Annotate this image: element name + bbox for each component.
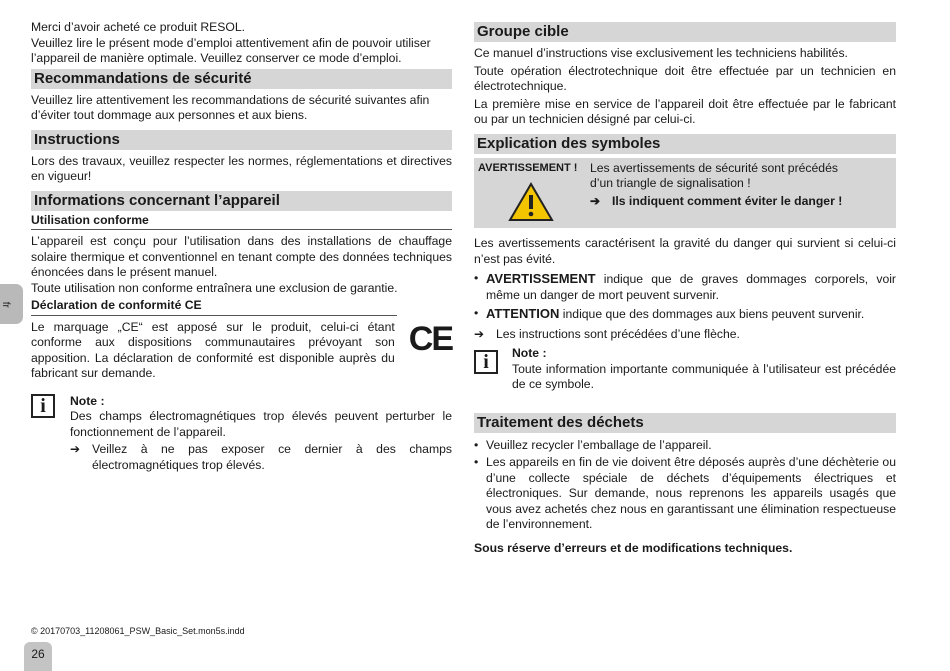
- note-box: [31, 394, 452, 474]
- safety-text: Veuillez lire attentivement les recommandations de sécurité suivantes afin d’éviter tout dommage aux personnes et aux biens.: [31, 92, 430, 122]
- arrow-icon: ➔: [70, 442, 81, 456]
- target-text-2: Toute opération électrotechnique doit être effectuée par un technicien en électrotechnique.: [474, 63, 896, 93]
- usage-text: L’appareil est conçu pour l’utilisation dans des installations de chauffage solaire thermique et conventionnel en tenant compte des données techniques énoncées dans le présent manuel.: [31, 234, 452, 279]
- waste-heading: Traitement des déchets: [474, 413, 896, 433]
- bullet-strong: ATTENTION: [486, 306, 560, 321]
- note-title: Note :: [70, 393, 105, 408]
- ce-subheading: Déclaration de conformité CE: [31, 298, 397, 316]
- bullet-text: indique que de graves dommages corporels, voir même un danger de mort peuvent survenir.: [486, 272, 896, 302]
- warning-box: [474, 158, 896, 229]
- usage-subheading: Utilisation conforme: [31, 213, 452, 231]
- language-tab-label: fr: [0, 301, 11, 308]
- warning-label: AVERTISSEMENT !: [478, 161, 578, 174]
- language-tab: [0, 284, 23, 324]
- warning-explanation: Les avertissements caractérisent la gravité du danger qui survient si celui-ci n’est pas évité.: [474, 236, 896, 266]
- instructions-text: Lors des travaux, veuillez respecter les normes, réglementations et directives en vigueur!: [31, 153, 452, 183]
- note-arrow-line: [70, 442, 452, 473]
- intro-line-1: Merci d’avoir acheté ce produit RESOL.: [31, 20, 246, 34]
- safety-heading: Recommandations de sécurité: [31, 69, 452, 89]
- warning-text: Les avertissements de sécurité sont précédés d’un triangle de signalisation !: [590, 160, 838, 190]
- left-column: [31, 20, 452, 473]
- instruction-arrow-text: Les instructions sont précédées d’une flèche.: [496, 326, 740, 341]
- warning-triangle-icon: [508, 182, 554, 222]
- list-item: • AVERTISSEMENT indique que de graves dommages corporels, voir même un danger de mort peuvent survenir.: [474, 271, 896, 302]
- target-text-1: Ce manuel d’instructions vise exclusivement les techniciens habilités.: [474, 46, 848, 60]
- waste-bullet-2: Les appareils en fin de vie doivent être déposés auprès d’une déchèterie ou d’une collecte spéciale de déchets d’équipements électriques et électroniques. Sur demande, nous reprenons les appareils usagés que vous avez achetés chez nous en garantissant une élimination respectueuse de l’environnement.: [486, 455, 896, 531]
- warning-arrow-text: Ils indiquent comment éviter le danger !: [612, 193, 843, 208]
- page-number: 26: [24, 642, 52, 671]
- symbols-heading: Explication des symboles: [474, 134, 896, 154]
- info-icon: i: [31, 394, 55, 418]
- bullet-strong: AVERTISSEMENT: [486, 271, 596, 286]
- list-item: • Veuillez recycler l’emballage de l’appareil.: [474, 437, 712, 452]
- instructions-heading: Instructions: [31, 130, 452, 150]
- arrow-icon: ➔: [590, 193, 601, 208]
- device-heading: Informations concernant l’appareil: [31, 191, 452, 211]
- info-icon: i: [474, 350, 498, 374]
- note-title: Note :: [512, 346, 547, 360]
- list-item: • Les appareils en fin de vie doivent être déposés auprès d’une déchèterie ou d’une collecte spéciale de déchets d’équipements électriques et électroniques. Sur demande, nous reprenons les appareils usagés que vous avez achetés chez nous en garantissant une élimination respectueuse de l’environnement.: [474, 455, 896, 531]
- target-text-3: La première mise en service de l’appareil doit être effectuée par le fabricant ou par un technicien désigné par celui-ci.: [474, 96, 896, 126]
- ce-block: [31, 320, 452, 382]
- note-arrow-text: Veillez à ne pas exposer ce dernier à des champs électromagnétiques trop élevés.: [92, 442, 452, 472]
- warranty-text: Toute utilisation non conforme entraînera une exclusion de garantie.: [31, 280, 398, 295]
- reserve-note: Sous réserve d’erreurs et de modifications techniques.: [474, 540, 793, 555]
- note-text: Des champs électromagnétiques trop élevés peuvent perturber le fonctionnement de l’appareil.: [70, 409, 452, 439]
- note-text: Toute information importante communiquée à l’utilisateur est précédée de ce symbole.: [512, 361, 896, 391]
- ce-mark-icon: CE: [408, 319, 452, 358]
- ce-text: Le marquage „CE“ est apposé sur le produit, celui-ci étant conforme aux dispositions communautaires prévoyant son apposition. La déclaration de conformité est disponible auprès du fabricant sur demande.: [31, 319, 395, 380]
- bullet-text: indique que des dommages aux biens peuvent survenir.: [559, 307, 865, 321]
- target-heading: Groupe cible: [474, 22, 896, 42]
- intro-line-2: Veuillez lire le présent mode d’emploi attentivement afin de pouvoir utiliser l’appareil de manière optimale. Veuillez conserver ce mode d’emploi.: [31, 35, 431, 65]
- list-item: • ATTENTION indique que des dommages aux biens peuvent survenir.: [474, 306, 865, 321]
- waste-bullet-1: Veuillez recycler l’emballage de l’appareil.: [486, 437, 712, 452]
- arrow-icon: ➔: [474, 326, 485, 341]
- footer-filename: © 20170703_11208061_PSW_Basic_Set.mon5s.indd: [31, 626, 245, 636]
- warning-arrow-line: [590, 194, 858, 210]
- instruction-arrow-line: [474, 327, 896, 343]
- right-column: [474, 20, 896, 556]
- note-box: [474, 346, 896, 393]
